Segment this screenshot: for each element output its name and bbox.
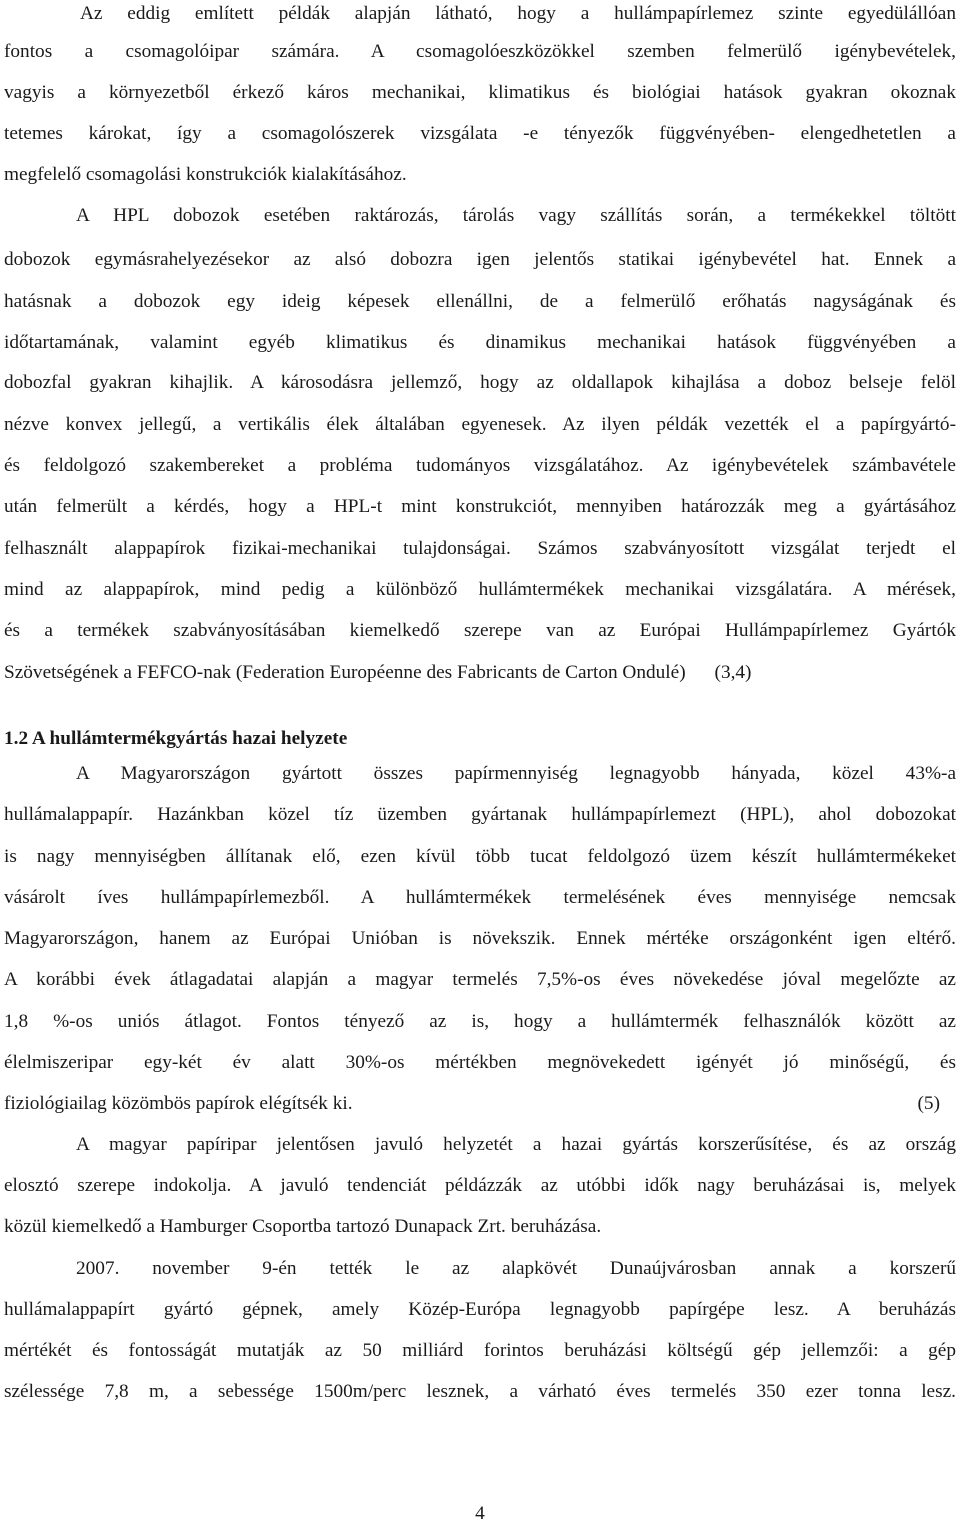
text-line: mind az alappapírok, mind pedig a különböző hullámtermékek mechanikai vizsgálatára. A mérések, <box>4 579 956 600</box>
text-line: felhasznált alappapírok fizikai-mechanikai tulajdonságai. Számos szabványosított vizsgálat terjedt el <box>4 538 956 559</box>
text-line: vagyis a környezetből érkező káros mechanikai, klimatikus és biológiai hatások gyakran okoznak <box>4 82 956 103</box>
text-line: fontos a csomagolóipar számára. A csomagolóeszközökkel szemben felmerülő igénybevételek, <box>4 41 956 62</box>
text-line: mértékét és fontosságát mutatják az 50 milliárd forintos beruházási költségű gép jellemzői: a gép <box>4 1340 956 1361</box>
text-line: Magyarországon, hanem az Európai Unióban is növekszik. Ennek mértéke országonként igen eltérő. <box>4 928 956 949</box>
text-line: és a termékek szabványosításában kiemelkedő szerepe van az Európai Hullámpapírlemez Gyártók <box>4 620 956 641</box>
text-line: megfelelő csomagolási konstrukciók kialakításához. <box>4 164 407 185</box>
text-line: A HPL dobozok esetében raktározás, tárolás vagy szállítás során, a termékekkel töltött <box>76 205 956 226</box>
text-line: hullámalappapír. Hazánkban közel tíz üzemben gyártanak hullámpapírlemezt (HPL), ahol dobozokat <box>4 804 956 825</box>
text-line: A korábbi évek átlagadatai alapján a magyar termelés 7,5%-os éves növekedése jóval megelőzte az <box>4 969 956 990</box>
text-line: Szövetségének a FEFCO-nak (Federation Européenne des Fabricants de Carton Ondulé) (3,4) <box>4 662 752 683</box>
text-line: A magyar papíripar jelentősen javuló helyzetét a hazai gyártás korszerűsítése, és az ország <box>76 1134 956 1155</box>
text-line: élelmiszeripar egy-két év alatt 30%-os mértékben megnövekedett igényét jó minőségű, és <box>4 1052 956 1073</box>
text-line: dobozok egymásrahelyezésekor az alsó dobozra igen jelentős statikai igénybevétel hat. Ennek a <box>4 249 956 270</box>
text-line: is nagy mennyiségben állítanak elő, ezen kívül több tucat feldolgozó üzem készít hullámtermékeket <box>4 846 956 867</box>
text-line: nézve konvex jellegű, a vertikális élek általában egyenesek. Az ilyen példák vezették el a papírgyártó- <box>4 414 956 435</box>
text-line: vásárolt íves hullámpapírlemezből. A hullámtermékek termelésének éves mennyisége nemcsak <box>4 887 956 908</box>
text-line: hatásnak a dobozok egy ideig képesek ellenállni, de a felmerülő erőhatás nagyságának és <box>4 291 956 312</box>
text-line: elosztó szerepe indokolja. A javuló tendenciát példázzák az utóbbi idők nagy beruházásai is, melyek <box>4 1175 956 1196</box>
text-line: időtartamának, valamint egyéb klimatikus és dinamikus mechanikai hatások függvényében a <box>4 332 956 353</box>
text-line: közül kiemelkedő a Hamburger Csoportba tartozó Dunapack Zrt. beruházása. <box>4 1216 602 1237</box>
section-heading: 1.2 A hullámtermékgyártás hazai helyzete <box>4 728 348 749</box>
text-line: A Magyarországon gyártott összes papírmennyiség legnagyobb hányada, közel 43%-a <box>76 763 956 784</box>
page-number: 4 <box>475 1503 485 1524</box>
text-line: 2007. november 9-én tették le az alapkövét Dunaújvárosban annak a korszerű <box>76 1258 956 1279</box>
reference-marker: (5) <box>917 1093 940 1114</box>
text-line: szélessége 7,8 m, a sebessége 1500m/perc lesznek, a várható éves termelés 350 ezer tonna lesz. <box>4 1381 956 1402</box>
text-line: dobozfal gyakran kihajlik. A károsodásra jellemző, hogy az oldallapok kihajlása a doboz belseje felöl <box>4 372 956 393</box>
text-line: és feldolgozó szakembereket a probléma tudományos vizsgálatához. Az igénybevételek számbavétele <box>4 455 956 476</box>
text-line: fiziológiailag közömbös papírok elégítsék ki. <box>4 1093 353 1114</box>
text-line: 1,8 %-os uniós átlagot. Fontos tényező az is, hogy a hullámtermék felhasználók között az <box>4 1011 956 1032</box>
text-line: tetemes károkat, így a csomagolószerek vizsgálata -e tényezők függvényében- elengedhetetlen a <box>4 123 956 144</box>
text-line: hullámalappapírt gyártó gépnek, amely Közép-Európa legnagyobb papírgépe lesz. A beruházás <box>4 1299 956 1320</box>
text-line: Az eddig említett példák alapján látható, hogy a hullámpapírlemez szinte egyedülállóan <box>80 3 956 24</box>
text-line: után felmerült a kérdés, hogy a HPL-t mint konstrukciót, mennyiben határozzák meg a gyártásához <box>4 496 956 517</box>
